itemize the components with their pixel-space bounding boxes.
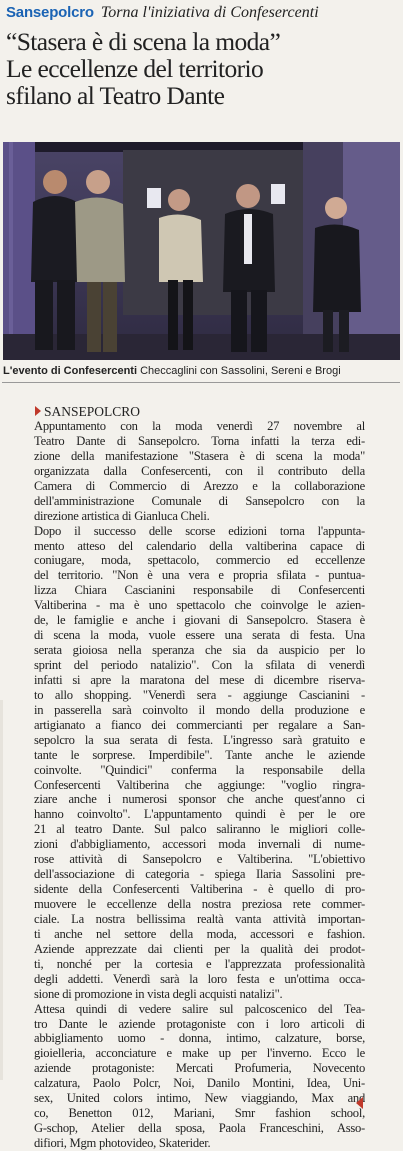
body-line: ti anche nel settore della moda, accessori e fashion. <box>34 926 365 941</box>
body-line: tante le sorprese. Imperdibile". Tante anche le aziende <box>34 747 365 762</box>
end-of-article-icon <box>356 1097 363 1109</box>
body-line: zioni d'abbigliamento, accessori moda invernali di nume- <box>34 837 365 852</box>
headline-line: sfilano al Teatro Dante <box>6 81 225 110</box>
body-line: artigianato a fianco dei commercianti per regalare a San- <box>34 717 365 732</box>
body-line: Confesercenti Valtiberina che aggiunge: "voglio ringra- <box>34 777 365 792</box>
body-line: lizza Chiara Cascianini responsabile di Confesercenti <box>34 583 365 598</box>
body-line: degli addetti. Venerdì sarà la loro festa e un'ottima occa- <box>34 971 365 986</box>
body-line: dell'associazione di categoria - spiega Ilaria Sassolini pre- <box>34 867 365 882</box>
headline-line: “Stasera è di scena la moda” <box>6 27 281 56</box>
body-line: sex, United colors intimo, New viaggiando, Max and <box>34 1091 365 1106</box>
body-line: abbigliamento uomo - donna, intimo, calzature, borse, <box>34 1031 365 1046</box>
body-line: 21 al teatro Dante. Sul palco saliranno le migliori colle- <box>34 822 365 837</box>
page-edge-shadow <box>0 700 3 1080</box>
body-line: coniugare, moda, spettacolo, commercio ed eccellenze <box>34 553 365 568</box>
body-line: G-schop, Atelier della sposa, Paola Franceschini, Asso- <box>34 1121 365 1136</box>
article-body <box>34 419 365 1151</box>
body-line: Dopo il successo delle scorse edizioni torna l'appunta- <box>34 523 365 538</box>
headline-line: Le eccellenze del territorio <box>6 54 264 83</box>
body-line: ciale. La nostra bellissima realtà vanta attività importan- <box>34 911 365 926</box>
body-line: infatti si apre la maratona del mese di dicembre riserva- <box>34 672 365 687</box>
body-line: zione della manifestazione "Stasera è di scena la moda" <box>34 448 365 463</box>
body-line: Valtiberina - ma è uno spettacolo che coinvolge le azien- <box>34 598 365 613</box>
caption-divider <box>2 382 400 383</box>
body-line: ziare anche i numerosi sponsor che anche quest'anno ci <box>34 792 365 807</box>
body-line: dell'amministrazione Comunale di Sansepolcro con la <box>34 493 365 508</box>
body-line: Aziende apprezzate dai clienti per la qualità dei prodot- <box>34 941 365 956</box>
section-label: Sansepolcro <box>6 4 94 21</box>
body-line: rose attività di Sansepolcro e Valtiberina. "L'obiettivo <box>34 852 365 867</box>
body-line: direzione artistica di Gianluca Cheli. <box>34 508 210 523</box>
body-line: sidente della Confesercenti Valtiberina - è quello di pro- <box>34 882 365 897</box>
body-line: co, Benetton 012, Mariani, Smr fashion school, <box>34 1106 365 1121</box>
event-photo-illustration <box>3 142 400 360</box>
body-line: Teatro Dante di Sansepolcro. Torna infatti la terza edi- <box>34 433 365 448</box>
body-line: Attesa quindi di vedere salire sul palcoscenico del Tea- <box>34 1001 365 1016</box>
body-line: in passerella sarà coinvolto il mondo della produzione e <box>34 702 365 717</box>
body-line: muovere le eccellenze della nostra preziosa rete commer- <box>34 897 365 911</box>
kicker-line <box>6 4 401 26</box>
event-photo <box>3 142 400 360</box>
body-line: de, le famiglie e anche i giovani di Sansepolcro. Stasera è <box>34 613 365 628</box>
body-line: sprint del periodo natalizio". Con la sfilata di venerdì <box>34 658 365 672</box>
body-line: difiori, Mgm photovideo, Skaterider. <box>34 1136 211 1150</box>
photo-caption <box>3 365 400 377</box>
body-line: coinvolte. "Quindici" conferma la responsabile della <box>34 762 365 777</box>
body-line: Appuntamento con la moda venerdì 27 novembre al <box>34 419 365 433</box>
wall-sign <box>147 188 161 208</box>
body-line: ti, nonché per la cortesia e l'apprezzata professionalità <box>34 956 365 971</box>
body-line: sione di promozione in vista degli acquisti natalizi". <box>34 986 283 1001</box>
wall-sign <box>271 184 285 204</box>
body-line: organizzata dalla Confesercenti, con il contributo della <box>34 463 365 478</box>
dateline <box>34 404 140 420</box>
headline <box>6 28 401 109</box>
body-line: tro Dante le aziende protagoniste con i loro articoli di <box>34 1016 365 1031</box>
body-line: di scena la moda, vuole essere una serata di festa. Una <box>34 628 365 643</box>
caption-text: Checcaglini con Sassolini, Sereni e Brogi <box>140 365 341 377</box>
body-line: aziende protagoniste: Mercati Profumeria, Novecento <box>34 1061 365 1076</box>
body-line: mento atteso del calendario della valtiberina capace di <box>34 538 365 553</box>
body-line: to allo shopping. "Venerdì sera - aggiunge Cascianini - <box>34 687 365 702</box>
body-line: hanno coinvolto". L'appuntamento quindi è per le ore <box>34 807 365 822</box>
dateline-text: SANSEPOLCRO <box>44 404 141 419</box>
kicker-text: Torna l'iniziativa di Confesercenti <box>100 4 319 21</box>
body-line: sepolcro la sua serata di festa. L'ingresso sarà gratuito e <box>34 732 365 747</box>
body-line: gioielleria, acconciature e make up per l'inverno. Ecco le <box>34 1046 365 1061</box>
body-line: Camera di Commercio di Arezzo e la collaborazione <box>34 478 365 493</box>
caption-lead: L'evento di Confesercenti <box>3 365 138 377</box>
body-line: serata gioiosa nella speranza che sia da auspicio per lo <box>34 643 365 658</box>
body-line: calzatura, Paolo Polcr, Noi, Danilo Montini, Idea, Uni- <box>34 1076 365 1091</box>
body-line: del territorio. "Non è una vera e propria sfilata - puntua- <box>34 568 365 583</box>
